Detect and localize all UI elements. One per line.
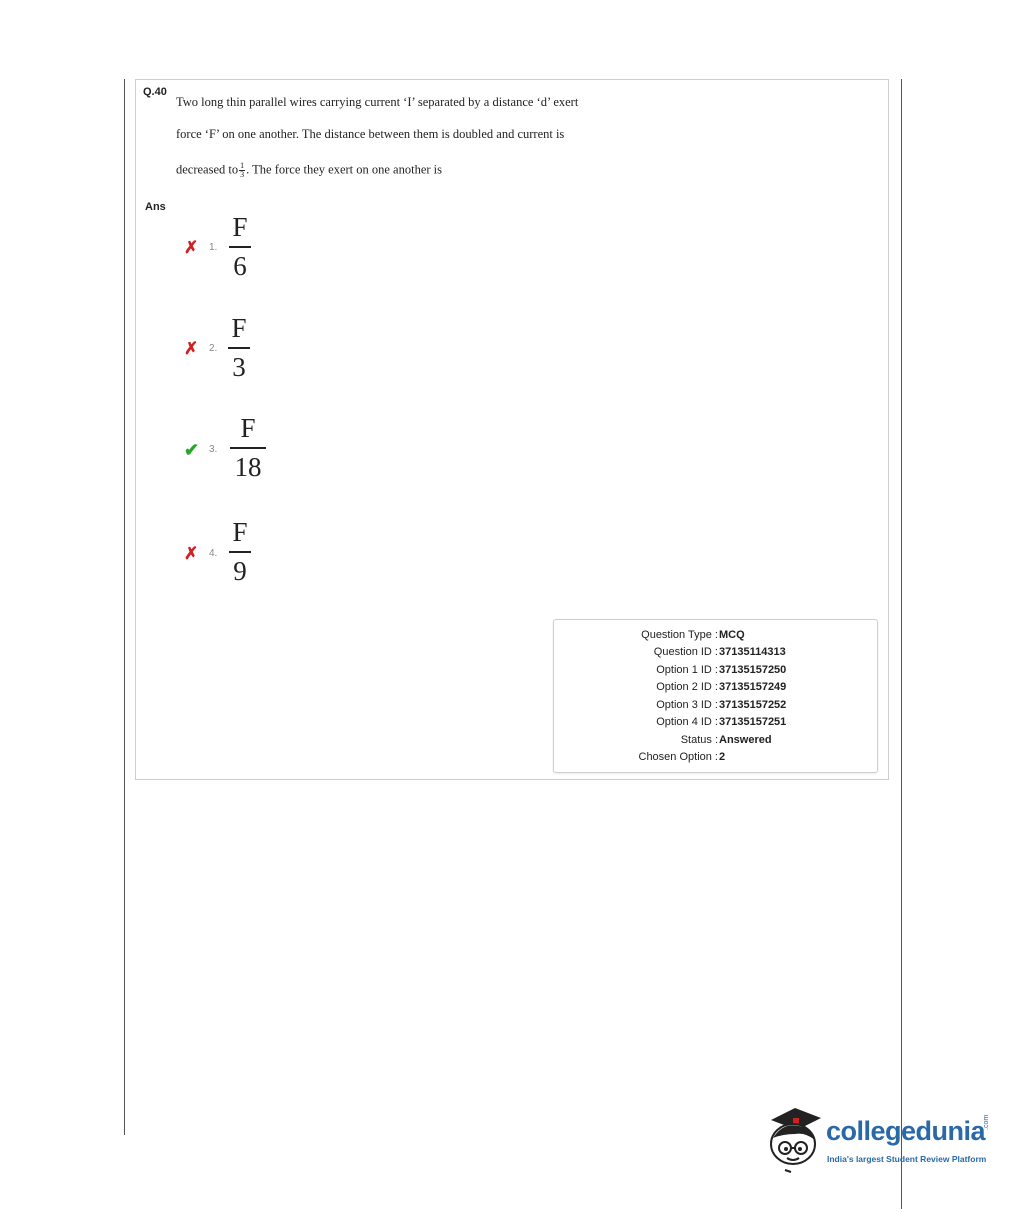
option-number: 3. — [209, 444, 218, 455]
fraction-bar — [230, 447, 266, 449]
option-number: 4. — [209, 548, 218, 559]
question-text-prefix: decreased to — [176, 162, 239, 177]
option-fraction — [229, 519, 251, 585]
meta-key: Option 2 ID : — [656, 681, 718, 693]
meta-key: Question Type : — [641, 629, 718, 641]
inline-fraction-denominator: 3 — [240, 170, 245, 179]
option-number: 2. — [209, 343, 218, 354]
meta-value: 37135157249 — [719, 681, 787, 693]
question-metadata-panel — [553, 619, 878, 773]
meta-key: Option 1 ID : — [656, 664, 718, 676]
checkmark-icon: ✔ — [184, 440, 200, 460]
logo-tagline: India's largest Student Review Platform — [827, 1154, 987, 1164]
option-fraction — [228, 315, 250, 381]
option-number: 1. — [209, 242, 218, 253]
question-text-suffix: . The force they exert on one another is — [246, 162, 442, 177]
fraction-denominator: 9 — [233, 555, 247, 586]
meta-key: Status : — [680, 734, 718, 746]
option-3 — [184, 413, 304, 493]
meta-value: MCQ — [719, 629, 745, 641]
option-1 — [184, 212, 304, 292]
inline-fraction — [239, 162, 245, 179]
meta-value: 37135157251 — [719, 716, 787, 728]
question-text-line-1: Two long thin parallel wires carrying current ‘I’ separated by a distance ‘d’ exert — [176, 95, 579, 109]
meta-value: 2 — [719, 751, 726, 763]
fraction-denominator: 3 — [232, 351, 246, 382]
question-text-line-2: force ‘F’ on one another. The distance between them is doubled and current is — [176, 127, 565, 141]
fraction-numerator: F — [231, 313, 247, 343]
fraction-numerator: F — [232, 517, 248, 547]
collegedunia-logo — [765, 1104, 1005, 1176]
meta-key: Option 3 ID : — [656, 699, 718, 711]
meta-key: Chosen Option : — [638, 751, 718, 763]
cross-icon: ✗ — [184, 339, 199, 358]
option-2 — [184, 313, 304, 393]
fraction-denominator: 6 — [233, 250, 247, 281]
meta-value: Answered — [719, 734, 772, 746]
fraction-bar — [229, 551, 251, 553]
option-4 — [184, 515, 304, 595]
cross-icon: ✗ — [184, 544, 199, 563]
meta-value: 37135114313 — [719, 646, 786, 658]
meta-value: 37135157252 — [719, 699, 787, 711]
fraction-numerator: F — [232, 212, 248, 242]
option-fraction — [230, 415, 266, 481]
logo-domain-suffix: .com — [983, 1114, 990, 1130]
fraction-numerator: F — [240, 413, 256, 443]
meta-value: 37135157250 — [719, 664, 787, 676]
left-page-edge — [124, 79, 125, 1135]
mascot-icon — [765, 1104, 823, 1174]
answer-label: Ans — [145, 201, 166, 213]
inline-fraction-numerator: 1 — [240, 161, 245, 170]
cross-icon: ✗ — [184, 238, 199, 257]
logo-wordmark: collegedunia — [826, 1116, 986, 1146]
meta-key: Option 4 ID : — [656, 716, 718, 728]
question-number: Q.40 — [143, 86, 167, 98]
option-fraction — [229, 214, 251, 280]
fraction-denominator: 18 — [234, 451, 262, 482]
fraction-bar — [229, 246, 251, 248]
question-text-line-3 — [176, 162, 442, 179]
fraction-bar — [228, 347, 250, 349]
right-page-edge — [901, 79, 902, 1209]
meta-key: Question ID : — [653, 646, 718, 658]
